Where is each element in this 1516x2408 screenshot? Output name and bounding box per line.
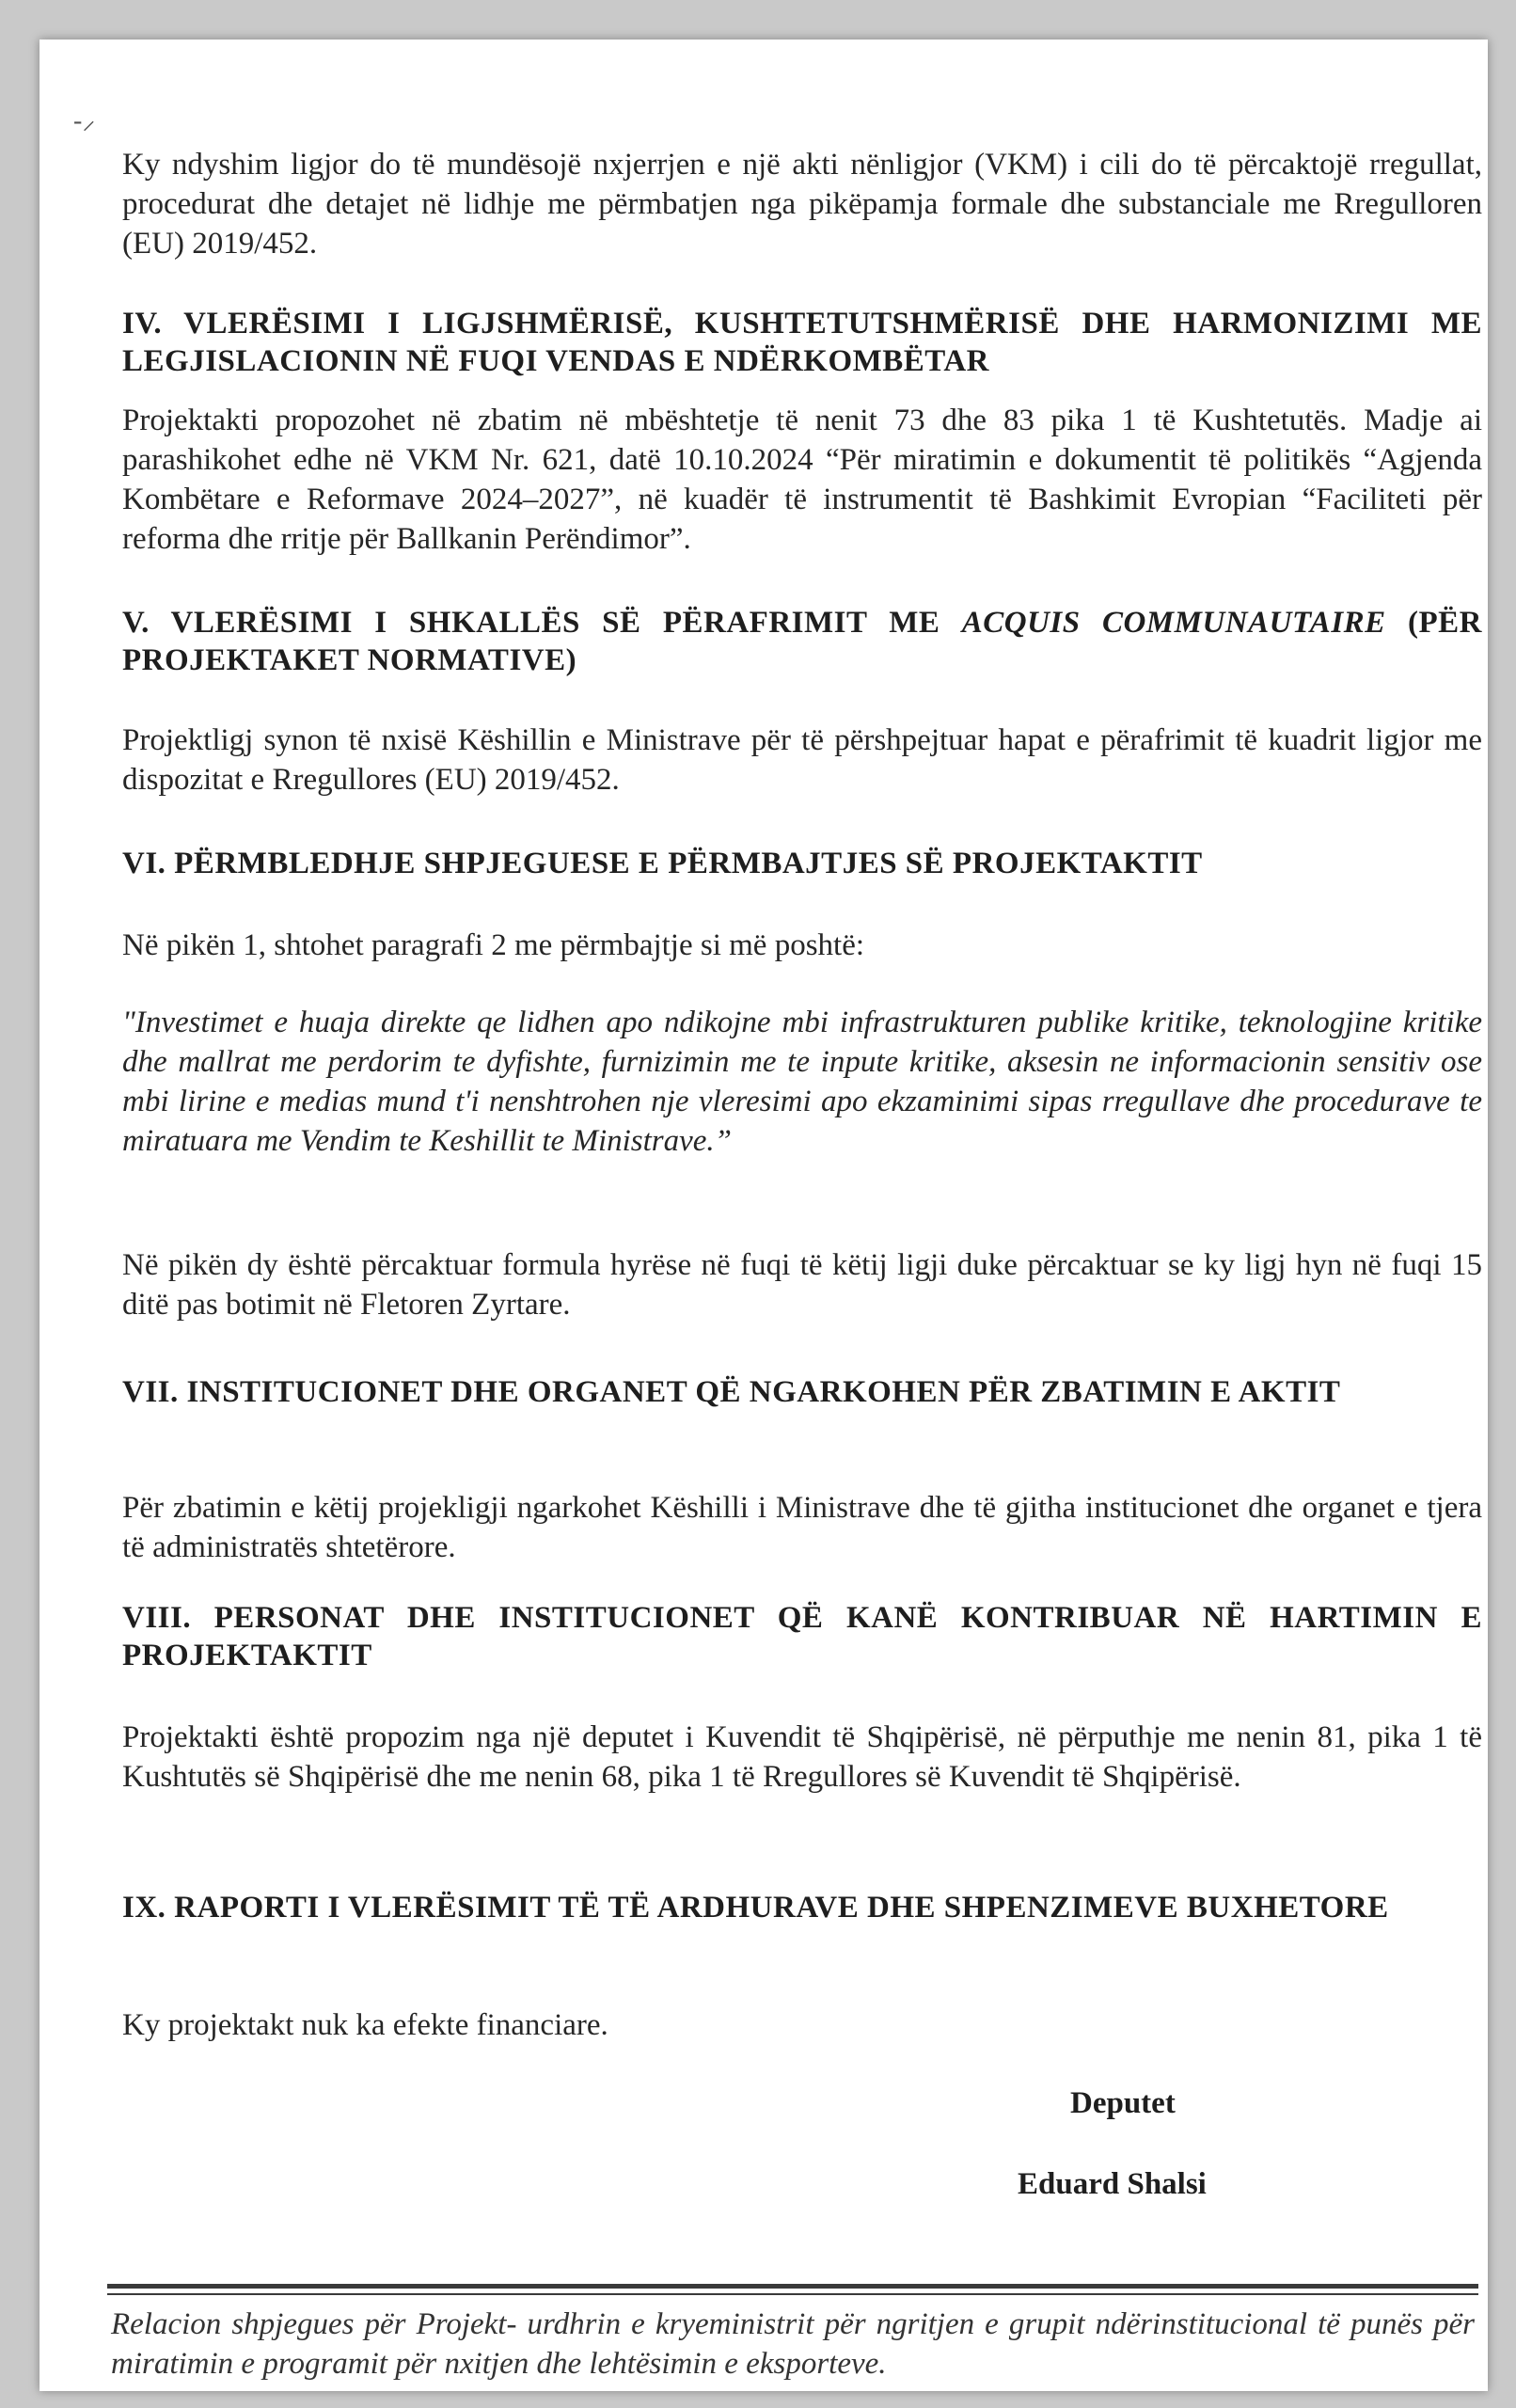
section-iv-text: Projektakti propozohet në zbatim në mbështetje të nenit 73 dhe 83 pika 1 të Kushtetutës. Madje ai parashikohet edhe në VKM Nr. 621, datë 10.10.2024 “Për miratimin e dokumentit të politikës “Agjenda Kombëtare e Reformave 2024–2027”, në kuadër të instrumentit të Bashkimit Evropian “Faciliteti për reforma dhe rritje për Ballkanin Perëndimor”.: [122, 404, 1482, 556]
section-viii-heading: VIII. PERSONAT DHE INSTITUCIONET QË KANË KONTRIBUAR NË HARTIMIN E PROJEKTAKTIT: [122, 1601, 1482, 1672]
section-v-heading: V. VLERËSIMI I SHKALLËS SË PËRAFRIMIT ME ACQUIS COMMUNAUTAIRE (PËR PROJEKTAKET NORMATIVE): [122, 606, 1483, 677]
section-vii-heading: VII. INSTITUCIONET DHE ORGANET QË NGARKOHEN PËR ZBATIMIN E AKTIT: [122, 1375, 1341, 1409]
signature-name: Eduard Shalsi: [1018, 2167, 1207, 2201]
section-viii-text: Projektakti është propozim nga një deputet i Kuvendit të Shqipërisë, në përputhje me nenin 81, pika 1 të Kushtutës së Shqipërisë dhe me nenin 68, pika 1 të Rregullores së Kuvendit të Shqipërisë.: [122, 1720, 1482, 1794]
section-vi-heading: VI. PËRMBLEDHJE SHPJEGUESE E PËRMBAJTJES SË PROJEKTAKTIT: [122, 847, 1203, 880]
document-page: [39, 40, 1488, 2391]
section-ix-heading: IX. RAPORTI I VLERËSIMIT TË TË ARDHURAVE DHE SHPENZIMEVE BUXHETORE: [122, 1891, 1389, 1925]
section-vi-quote: "Investimet e huaja direkte qe lidhen apo ndikojne mbi infrastrukturen publike kritike, teknologjine kritike dhe mallrat me perdorim te dyfishte, furnizimin me te inpute kritike, aksesin ne informacionin sensitiv ose mbi lirine e medias mund t'i nenshtrohen nje vleresimi apo ekzaminimi sipas rregullave dhe procedurave te miratuara me Vendim te Keshillit te Ministrave.”: [122, 1006, 1482, 1158]
section-v-text: Projektligj synon të nxisë Këshillin e Ministrave për të përshpejtuar hapat e përafrimit të kuadrit ligjor me dispozitat e Rregullores (EU) 2019/452.: [122, 723, 1482, 797]
section-iv-heading: IV. VLERËSIMI I LIGJSHMËRISË, KUSHTETUTSHMËRISË DHE HARMONIZIMI ME LEGJISLACIONIN NË FUQI VENDAS E NDËRKOMBËTAR: [122, 307, 1482, 378]
scan-mark: -⸝: [73, 106, 96, 135]
intro-paragraph: Ky ndyshim ligjor do të mundësojë nxjerrjen e një akti nënligjor (VKM) i cili do të përcaktojë rregullat, procedurat dhe detajet në lidhje me përmbatjen nga pikëpamja formale dhe substanciale me Rregulloren (EU) 2019/452.: [122, 148, 1482, 261]
section-vii-text: Për zbatimin e këtij projekligji ngarkohet Këshilli i Ministrave dhe të gjitha institucionet dhe organet e tjera të administratës shtetërore.: [122, 1491, 1482, 1564]
section-vi-text-2: Në pikën dy është përcaktuar formula hyrëse në fuqi të këtij ligji duke përcaktuar se ky ligj hyn në fuqi 15 ditë pas botimit në Fletoren Zyrtare.: [122, 1248, 1482, 1322]
signature-title: Deputet: [1070, 2086, 1176, 2120]
footer-rule-thick: [107, 2284, 1478, 2289]
footer-rule-thin: [107, 2293, 1478, 2295]
section-ix-text: Ky projektakt nuk ka efekte financiare.: [122, 2008, 608, 2042]
footer-text: Relacion shpjegues për Projekt- urdhrin e kryeministrit për ngritjen e grupit ndërinstitucional të punës për miratimin e programit për nxitjen dhe lehtësimin e eksporteve.: [111, 2307, 1475, 2381]
section-vi-text-1: Në pikën 1, shtohet paragrafi 2 me përmbajtje si më poshtë:: [122, 928, 865, 962]
